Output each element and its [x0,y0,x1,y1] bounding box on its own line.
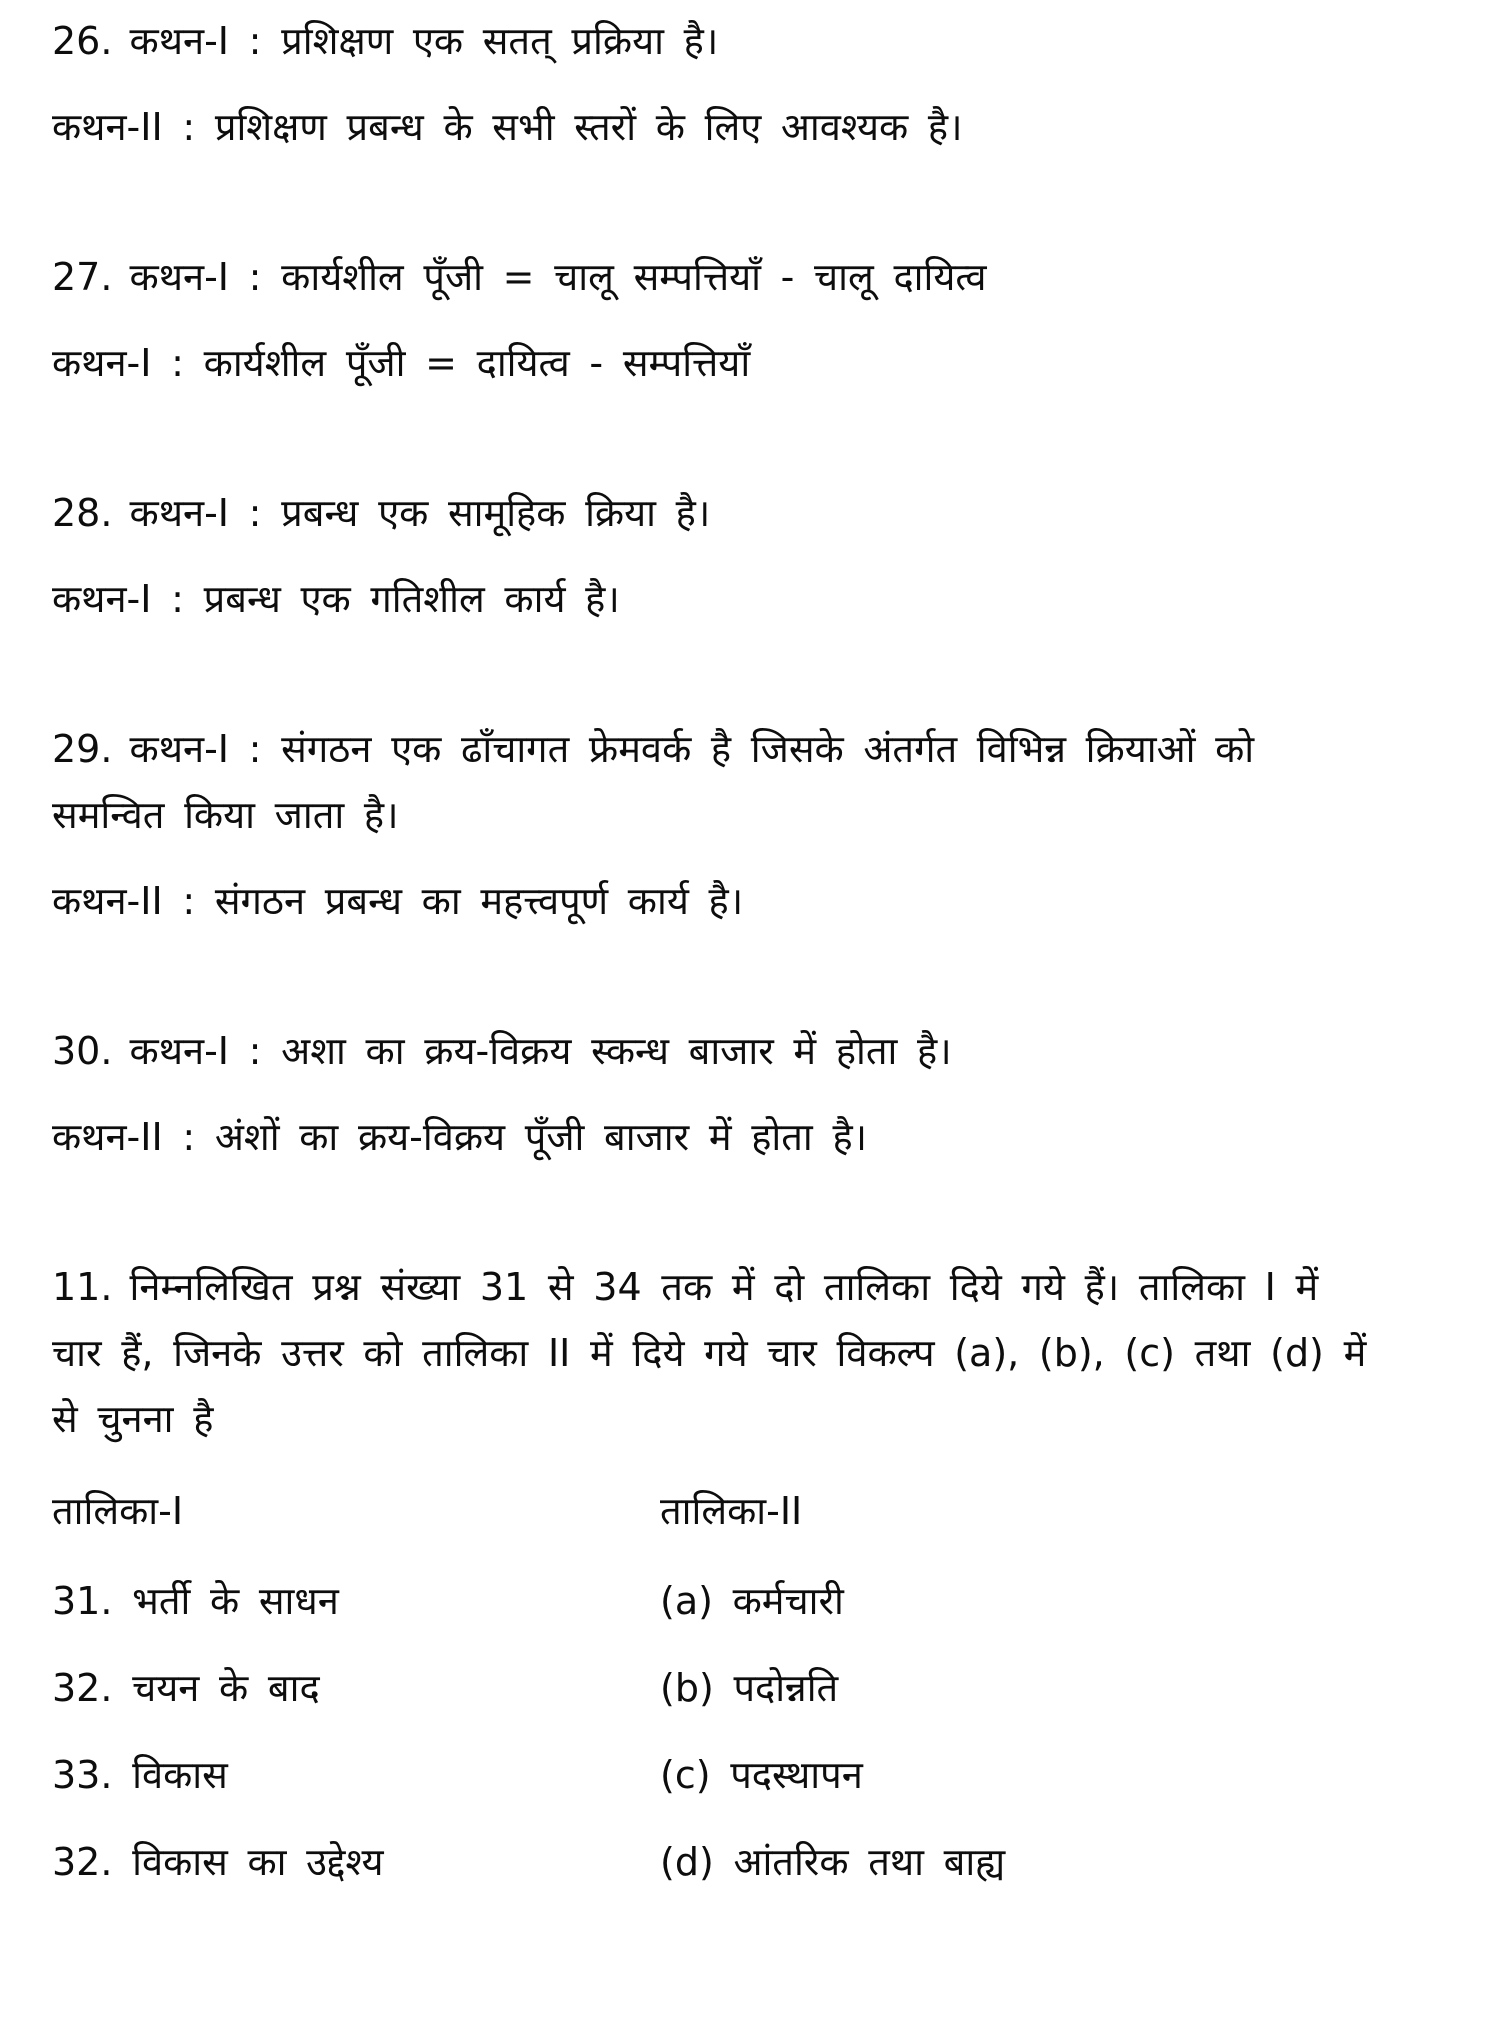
match-table [52,1478,1475,1895]
question-number: 30. [52,1029,113,1073]
question-block-27 [52,244,1475,396]
match-left-item: 31. भर्ती के साधन [52,1579,339,1623]
table-1-header: तालिका-I [52,1489,184,1533]
match-table-headers [52,1478,1475,1544]
instruction-wrap-line: चार हैं, जिनके उत्तर को तालिका II में दिये गये चार विकल्प (a), (b), (c) तथा (d) में [52,1331,1367,1375]
match-left-item: 33. विकास [52,1753,228,1797]
statement-text: कथन-II : संगठन प्रबन्ध का महत्त्वपूर्ण कार्य है। [52,879,744,923]
question-number: 26. [52,19,113,63]
statement-1 [52,480,1475,546]
statement-text: कथन-II : अंशों का क्रय-विक्रय पूँजी बाजार में होता है। [52,1115,868,1159]
match-left-item: 32. चयन के बाद [52,1666,320,1710]
match-row-31 [52,1568,1475,1634]
question-first-line [52,8,1475,74]
instruction-first-line [52,1254,1475,1320]
match-right-option: (b) पदोन्नति [660,1666,839,1710]
statement-2 [52,1104,1475,1170]
question-number: 28. [52,491,113,535]
statement-text: कथन-I : कार्यशील पूँजी = दायित्व - सम्पत्तियाँ [52,341,751,385]
statement-1 [52,1018,1475,1084]
statement-text: कथन-I : अशा का क्रय-विक्रय स्कन्ध बाजार में होता है। [129,1029,952,1073]
statement-1 [52,244,1475,310]
instruction-number: 11. [52,1265,113,1309]
question-first-line [52,480,1475,546]
question-number: 29. [52,727,113,771]
statement-text: कथन-I : प्रबन्ध एक गतिशील कार्य है। [52,577,620,621]
match-row-32 [52,1655,1475,1721]
instruction-wrap-line: से चुनना है [52,1397,214,1441]
statement-2 [52,566,1475,632]
statement-text: कथन-II : प्रशिक्षण प्रबन्ध के सभी स्तरों के लिए आवश्यक है। [52,105,963,149]
question-first-line [52,716,1475,782]
instruction-lines [52,1254,1475,1452]
question-block-28 [52,480,1475,632]
statement-text: कथन-I : प्रबन्ध एक सामूहिक क्रिया है। [129,491,711,535]
statement-2 [52,94,1475,160]
match-right-option: (c) पदस्थापन [660,1753,863,1797]
question-first-line [52,1018,1475,1084]
question-block-26 [52,8,1475,160]
match-right-option: (d) आंतरिक तथा बाह्य [660,1840,1006,1884]
statement-2 [52,868,1475,934]
question-block-30 [52,1018,1475,1170]
statement-1 [52,716,1475,848]
instruction-paragraph [52,1254,1475,1452]
question-number: 27. [52,255,113,299]
table-2-header: तालिका-II [660,1489,803,1533]
statement-text: कथन-I : प्रशिक्षण एक सतत् प्रक्रिया है। [129,19,719,63]
statement-2 [52,330,1475,396]
statement-1 [52,8,1475,74]
statement-text: कथन-I : संगठन एक ढाँचागत फ्रेमवर्क है जिसके अंतर्गत विभिन्न क्रियाओं को [129,727,1255,771]
match-right-option: (a) कर्मचारी [660,1579,844,1623]
statement-text: कथन-I : कार्यशील पूँजी = चालू सम्पत्तियाँ - चालू दायित्व [129,255,987,299]
question-first-line [52,244,1475,310]
match-row-33 [52,1742,1475,1808]
match-left-item: 32. विकास का उद्देश्य [52,1840,384,1884]
instruction-text: निम्नलिखित प्रश्न संख्या 31 से 34 तक में दो तालिका दिये गये हैं। तालिका I में [129,1265,1319,1309]
statement-wrap-line: समन्वित किया जाता है। [52,793,399,837]
match-row-34 [52,1829,1475,1895]
question-block-29 [52,716,1475,934]
